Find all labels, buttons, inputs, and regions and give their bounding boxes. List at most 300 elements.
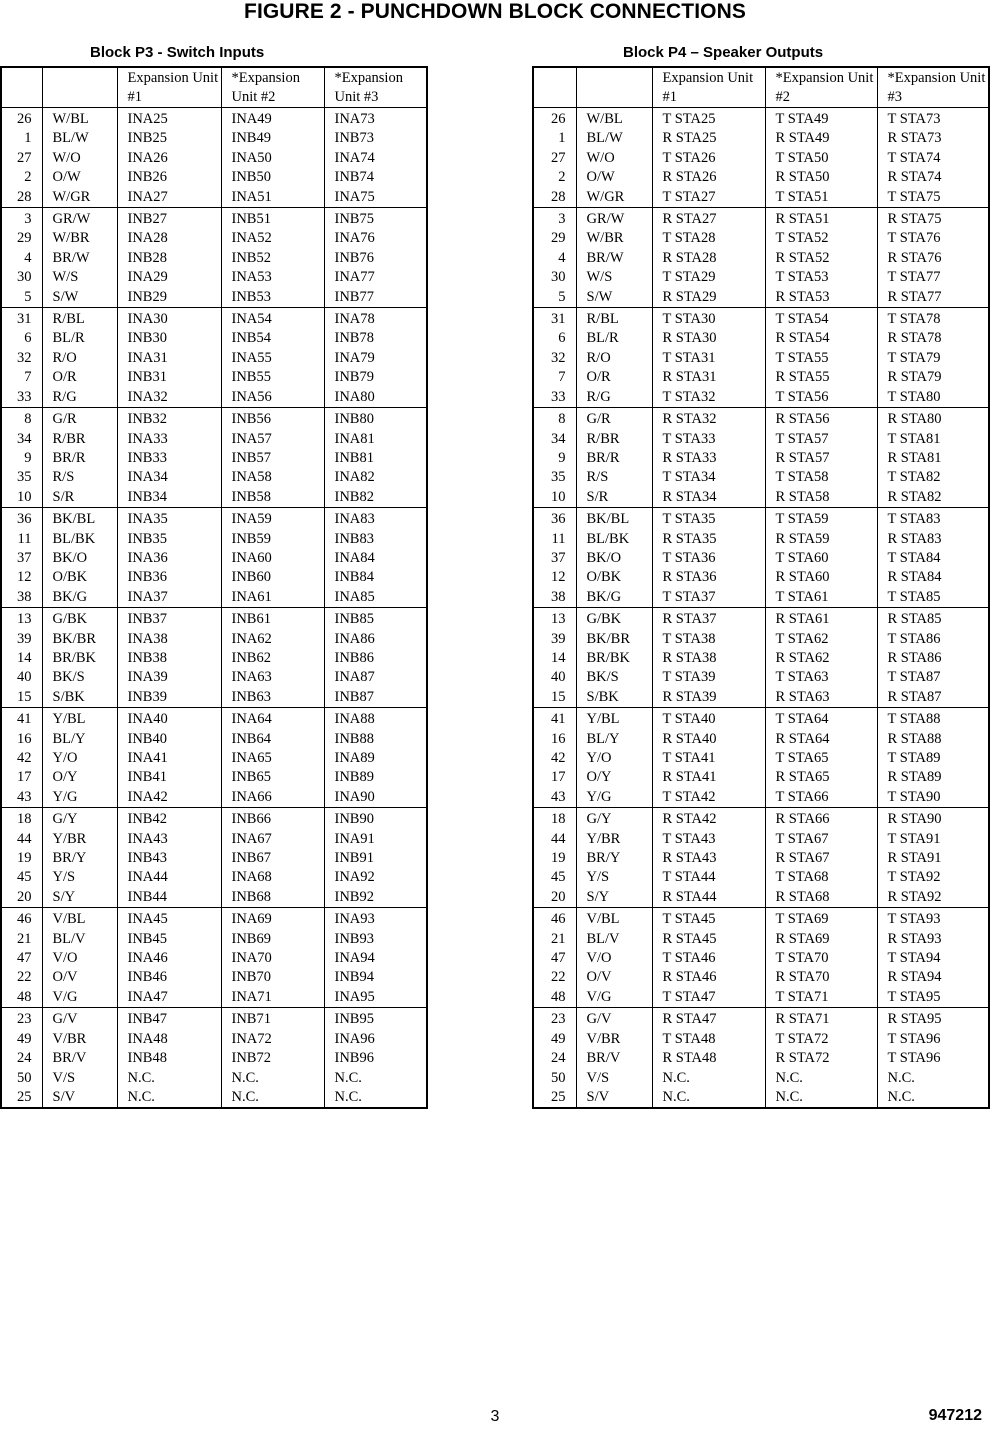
unit-1-cell: INB39 [117,688,221,708]
unit-2-cell: T STA70 [765,949,877,968]
pin-number: 14 [533,649,576,668]
unit-1-cell: T STA36 [652,549,765,568]
wire-color: R/BR [576,430,652,449]
pin-number: 10 [533,488,576,508]
unit-1-cell: R STA30 [652,329,765,348]
unit-2-cell: R STA61 [765,608,877,630]
pin-number: 19 [1,849,42,868]
unit-3-cell: R STA84 [877,568,989,587]
block-p4-title: Block P4 – Speaker Outputs [623,44,824,61]
pin-number: 7 [533,368,576,387]
pin-number: 12 [1,568,42,587]
unit-2-cell: INA57 [221,430,324,449]
unit-1-cell: T STA32 [652,388,765,408]
unit-1-cell: T STA42 [652,788,765,808]
pin-number: 44 [533,830,576,849]
unit-1-cell: INA36 [117,549,221,568]
wire-color: S/Y [576,888,652,908]
unit-2-cell: INA61 [221,588,324,608]
pin-number: 50 [533,1069,576,1088]
wire-color: Y/BL [576,708,652,730]
pin-number: 31 [533,308,576,330]
unit-3-cell: INB78 [324,329,427,348]
wire-color: V/BR [576,1030,652,1049]
table-row [533,308,989,330]
table-row [1,249,427,268]
document-number: 947212 [928,1407,982,1424]
unit-3-cell: T STA74 [877,149,989,168]
wire-color: BK/BR [576,630,652,649]
pin-number: 22 [1,968,42,987]
unit-3-cell: INA75 [324,188,427,208]
unit-3-cell: INA86 [324,630,427,649]
wire-color: S/V [576,1088,652,1108]
table-row [1,968,427,987]
pin-number: 20 [533,888,576,908]
wire-color: G/Y [576,808,652,830]
unit-1-cell: T STA29 [652,268,765,287]
unit-1-cell: INA48 [117,1030,221,1049]
unit-2-cell: T STA56 [765,388,877,408]
pin-number: 46 [533,908,576,930]
wire-color: G/BK [42,608,117,630]
unit-1-cell: R STA47 [652,1008,765,1030]
wire-color: Y/O [42,749,117,768]
unit-3-cell: INB81 [324,449,427,468]
table-row [1,630,427,649]
table-row [1,1088,427,1108]
wire-color: R/S [42,468,117,487]
unit-1-cell: R STA26 [652,168,765,187]
pin-number: 36 [1,508,42,530]
unit-3-cell: T STA75 [877,188,989,208]
unit-2-cell: T STA62 [765,630,877,649]
unit-1-cell: T STA35 [652,508,765,530]
table-row [533,730,989,749]
unit-2-cell: INB51 [221,208,324,230]
wire-color: S/BK [42,688,117,708]
unit-3-cell: T STA80 [877,388,989,408]
unit-1-cell: INB35 [117,530,221,549]
pin-number: 32 [1,349,42,368]
table-row [1,368,427,387]
table-row [533,129,989,148]
table-row [1,449,427,468]
wire-color: BK/O [42,549,117,568]
unit-1-cell: R STA28 [652,249,765,268]
wire-color: R/O [42,349,117,368]
unit-2-cell: INA60 [221,549,324,568]
pin-number: 16 [533,730,576,749]
pin-number: 27 [533,149,576,168]
wire-color: S/V [42,1088,117,1108]
unit-1-cell: R STA48 [652,1049,765,1068]
unit-2-cell: T STA59 [765,508,877,530]
pin-number: 37 [533,549,576,568]
table-row [1,288,427,308]
pin-number: 23 [1,1008,42,1030]
unit-3-cell: T STA76 [877,229,989,248]
unit-3-cell: T STA96 [877,1049,989,1068]
table-row [533,708,989,730]
wire-color: S/R [42,488,117,508]
table-row [533,808,989,830]
unit-2-cell: T STA71 [765,988,877,1008]
unit-3-cell: T STA86 [877,630,989,649]
unit-2-cell: INA63 [221,668,324,687]
unit-3-cell: R STA87 [877,688,989,708]
table-row [533,1049,989,1068]
pin-number: 12 [533,568,576,587]
pin-number: 16 [1,730,42,749]
unit-2-cell: T STA69 [765,908,877,930]
unit-1-cell: INA47 [117,988,221,1008]
table-row [1,329,427,348]
unit-3-cell: INB93 [324,930,427,949]
table-row [533,788,989,808]
unit-1-cell: INA41 [117,749,221,768]
unit-2-cell: R STA68 [765,888,877,908]
unit-3-cell: INA77 [324,268,427,287]
pin-number: 9 [533,449,576,468]
table-row [1,1030,427,1049]
unit-3-cell: INA95 [324,988,427,1008]
table-row [533,508,989,530]
unit-1-cell: T STA41 [652,749,765,768]
pin-number: 45 [1,868,42,887]
wire-color: W/BR [576,229,652,248]
wire-color: V/BL [576,908,652,930]
unit-3-cell: T STA84 [877,549,989,568]
unit-3-cell: R STA80 [877,408,989,430]
unit-1-cell: T STA34 [652,468,765,487]
unit-2-cell: R STA59 [765,530,877,549]
unit-2-cell: N.C. [765,1069,877,1088]
table-row [533,649,989,668]
unit-2-cell: INB53 [221,288,324,308]
table-row [1,730,427,749]
unit-3-cell: R STA83 [877,530,989,549]
unit-3-cell: R STA75 [877,208,989,230]
unit-2-cell: INB55 [221,368,324,387]
wire-color: BR/BK [42,649,117,668]
unit-2-cell: R STA65 [765,768,877,787]
pin-number: 47 [533,949,576,968]
unit-2-cell: INB64 [221,730,324,749]
table-row [1,708,427,730]
table-row [1,688,427,708]
unit-3-cell: T STA90 [877,788,989,808]
unit-1-cell: N.C. [652,1088,765,1108]
table-row [1,888,427,908]
header-color [42,67,117,108]
unit-2-cell: INB59 [221,530,324,549]
table-row [533,149,989,168]
block-p3-title: Block P3 - Switch Inputs [90,44,265,61]
unit-3-cell: T STA73 [877,108,989,130]
unit-1-cell: T STA44 [652,868,765,887]
unit-3-cell: T STA96 [877,1030,989,1049]
unit-3-cell: INA79 [324,349,427,368]
unit-2-cell: R STA71 [765,1008,877,1030]
unit-1-cell: INB30 [117,329,221,348]
wire-color: O/R [576,368,652,387]
unit-1-cell: R STA35 [652,530,765,549]
wire-color: Y/BR [576,830,652,849]
unit-3-cell: N.C. [877,1088,989,1108]
wire-color: BL/V [576,930,652,949]
unit-1-cell: R STA46 [652,968,765,987]
pin-number: 15 [1,688,42,708]
pin-number: 43 [1,788,42,808]
unit-2-cell: T STA66 [765,788,877,808]
unit-1-cell: INA43 [117,830,221,849]
unit-1-cell: R STA29 [652,288,765,308]
unit-1-cell: T STA38 [652,630,765,649]
unit-1-cell: INB38 [117,649,221,668]
pin-number: 4 [533,249,576,268]
unit-2-cell: R STA70 [765,968,877,987]
wire-color: O/BK [576,568,652,587]
unit-3-cell: INB87 [324,688,427,708]
table-row [533,430,989,449]
unit-1-cell: INB32 [117,408,221,430]
unit-1-cell: N.C. [117,1069,221,1088]
wire-color: G/Y [42,808,117,830]
table-row [533,688,989,708]
unit-2-cell: INB70 [221,968,324,987]
unit-2-cell: T STA52 [765,229,877,248]
unit-2-cell: R STA55 [765,368,877,387]
pin-number: 34 [533,430,576,449]
unit-1-cell: R STA45 [652,930,765,949]
unit-3-cell: INA93 [324,908,427,930]
unit-1-cell: R STA34 [652,488,765,508]
wire-color: V/BL [42,908,117,930]
unit-3-cell: T STA89 [877,749,989,768]
pin-number: 14 [1,649,42,668]
wire-color: O/W [42,168,117,187]
unit-2-cell: R STA58 [765,488,877,508]
unit-2-cell: T STA49 [765,108,877,130]
unit-2-cell: INA54 [221,308,324,330]
table-row [533,329,989,348]
unit-3-cell: INB91 [324,849,427,868]
pin-number: 20 [1,888,42,908]
unit-3-cell: INA76 [324,229,427,248]
pin-number: 6 [1,329,42,348]
table-header-row [533,67,989,108]
unit-3-cell: R STA77 [877,288,989,308]
header-unit-2: *Expansion Unit #2 [765,67,877,108]
unit-2-cell: INA67 [221,830,324,849]
unit-3-cell: INA73 [324,108,427,130]
unit-2-cell: INA70 [221,949,324,968]
unit-2-cell: INB71 [221,1008,324,1030]
unit-2-cell: INB66 [221,808,324,830]
unit-3-cell: INA89 [324,749,427,768]
table-row [1,349,427,368]
pin-number: 44 [1,830,42,849]
wire-color: O/V [42,968,117,987]
unit-3-cell: INA85 [324,588,427,608]
wire-color: BR/BK [576,649,652,668]
unit-1-cell: INA28 [117,229,221,248]
pin-number: 40 [533,668,576,687]
pin-number: 1 [1,129,42,148]
pin-number: 24 [1,1049,42,1068]
unit-2-cell: T STA63 [765,668,877,687]
pin-number: 3 [1,208,42,230]
unit-3-cell: INB85 [324,608,427,630]
table-row [1,430,427,449]
table-row [533,888,989,908]
unit-2-cell: INA62 [221,630,324,649]
wire-color: W/BL [576,108,652,130]
unit-1-cell: INA29 [117,268,221,287]
unit-1-cell: INA27 [117,188,221,208]
pin-number: 42 [533,749,576,768]
unit-1-cell: INA25 [117,108,221,130]
unit-1-cell: R STA42 [652,808,765,830]
wire-color: W/GR [576,188,652,208]
table-row [1,129,427,148]
pin-number: 49 [1,1030,42,1049]
wire-color: V/G [42,988,117,1008]
table-row [533,588,989,608]
unit-1-cell: INA32 [117,388,221,408]
unit-2-cell: T STA51 [765,188,877,208]
table-row [533,988,989,1008]
unit-3-cell: INA92 [324,868,427,887]
pin-number: 46 [1,908,42,930]
unit-3-cell: R STA93 [877,930,989,949]
table-row [1,488,427,508]
unit-3-cell: INA96 [324,1030,427,1049]
wire-color: BK/S [42,668,117,687]
unit-3-cell: INA80 [324,388,427,408]
wire-color: W/S [42,268,117,287]
wire-color: BR/V [576,1049,652,1068]
unit-1-cell: T STA27 [652,188,765,208]
unit-3-cell: INB79 [324,368,427,387]
unit-1-cell: INB46 [117,968,221,987]
table-row [533,168,989,187]
unit-3-cell: T STA94 [877,949,989,968]
wire-color: O/R [42,368,117,387]
wire-color: BR/R [42,449,117,468]
table-row [533,608,989,630]
pin-number: 36 [533,508,576,530]
unit-1-cell: R STA33 [652,449,765,468]
unit-3-cell: R STA81 [877,449,989,468]
wire-color: BL/Y [42,730,117,749]
wire-color: GR/W [42,208,117,230]
table-row [1,949,427,968]
unit-1-cell: R STA27 [652,208,765,230]
pin-number: 31 [1,308,42,330]
unit-3-cell: INB84 [324,568,427,587]
unit-2-cell: R STA72 [765,1049,877,1068]
unit-3-cell: T STA95 [877,988,989,1008]
unit-2-cell: R STA56 [765,408,877,430]
table-row [533,530,989,549]
unit-1-cell: INB28 [117,249,221,268]
unit-2-cell: INA65 [221,749,324,768]
pin-number: 11 [1,530,42,549]
unit-1-cell: R STA43 [652,849,765,868]
table-row [533,368,989,387]
wire-color: BK/BR [42,630,117,649]
unit-2-cell: T STA67 [765,830,877,849]
block-p3-table [0,66,428,1109]
pin-number: 35 [533,468,576,487]
unit-1-cell: INB41 [117,768,221,787]
unit-3-cell: INB86 [324,649,427,668]
unit-1-cell: INA31 [117,349,221,368]
unit-2-cell: INA53 [221,268,324,287]
unit-1-cell: T STA28 [652,229,765,248]
unit-1-cell: T STA43 [652,830,765,849]
unit-2-cell: T STA50 [765,149,877,168]
unit-2-cell: INA71 [221,988,324,1008]
unit-3-cell: INB96 [324,1049,427,1068]
unit-1-cell: INB33 [117,449,221,468]
wire-color: V/O [576,949,652,968]
unit-3-cell: INB74 [324,168,427,187]
table-row [1,668,427,687]
unit-2-cell: INB58 [221,488,324,508]
wire-color: Y/BR [42,830,117,849]
unit-3-cell: INB90 [324,808,427,830]
unit-1-cell: INB40 [117,730,221,749]
unit-2-cell: N.C. [221,1069,324,1088]
unit-3-cell: R STA79 [877,368,989,387]
unit-2-cell: R STA62 [765,649,877,668]
unit-3-cell: T STA87 [877,668,989,687]
unit-1-cell: T STA45 [652,908,765,930]
unit-2-cell: R STA57 [765,449,877,468]
unit-2-cell: R STA69 [765,930,877,949]
unit-3-cell: INB80 [324,408,427,430]
unit-2-cell: N.C. [765,1088,877,1108]
table-row [1,568,427,587]
pin-number: 13 [1,608,42,630]
table-row [533,549,989,568]
pin-number: 21 [533,930,576,949]
unit-3-cell: R STA82 [877,488,989,508]
pin-number: 15 [533,688,576,708]
table-row [1,588,427,608]
unit-3-cell: R STA73 [877,129,989,148]
unit-3-cell: INB88 [324,730,427,749]
unit-1-cell: INB42 [117,808,221,830]
wire-color: R/G [42,388,117,408]
table-row [533,408,989,430]
wire-color: BK/BL [576,508,652,530]
unit-3-cell: INA94 [324,949,427,968]
pin-number: 2 [1,168,42,187]
header-color [576,67,652,108]
unit-1-cell: INA34 [117,468,221,487]
wire-color: R/G [576,388,652,408]
unit-3-cell: R STA74 [877,168,989,187]
unit-2-cell: INA51 [221,188,324,208]
unit-2-cell: N.C. [221,1088,324,1108]
pin-number: 18 [533,808,576,830]
unit-2-cell: R STA54 [765,329,877,348]
table-row [1,1008,427,1030]
